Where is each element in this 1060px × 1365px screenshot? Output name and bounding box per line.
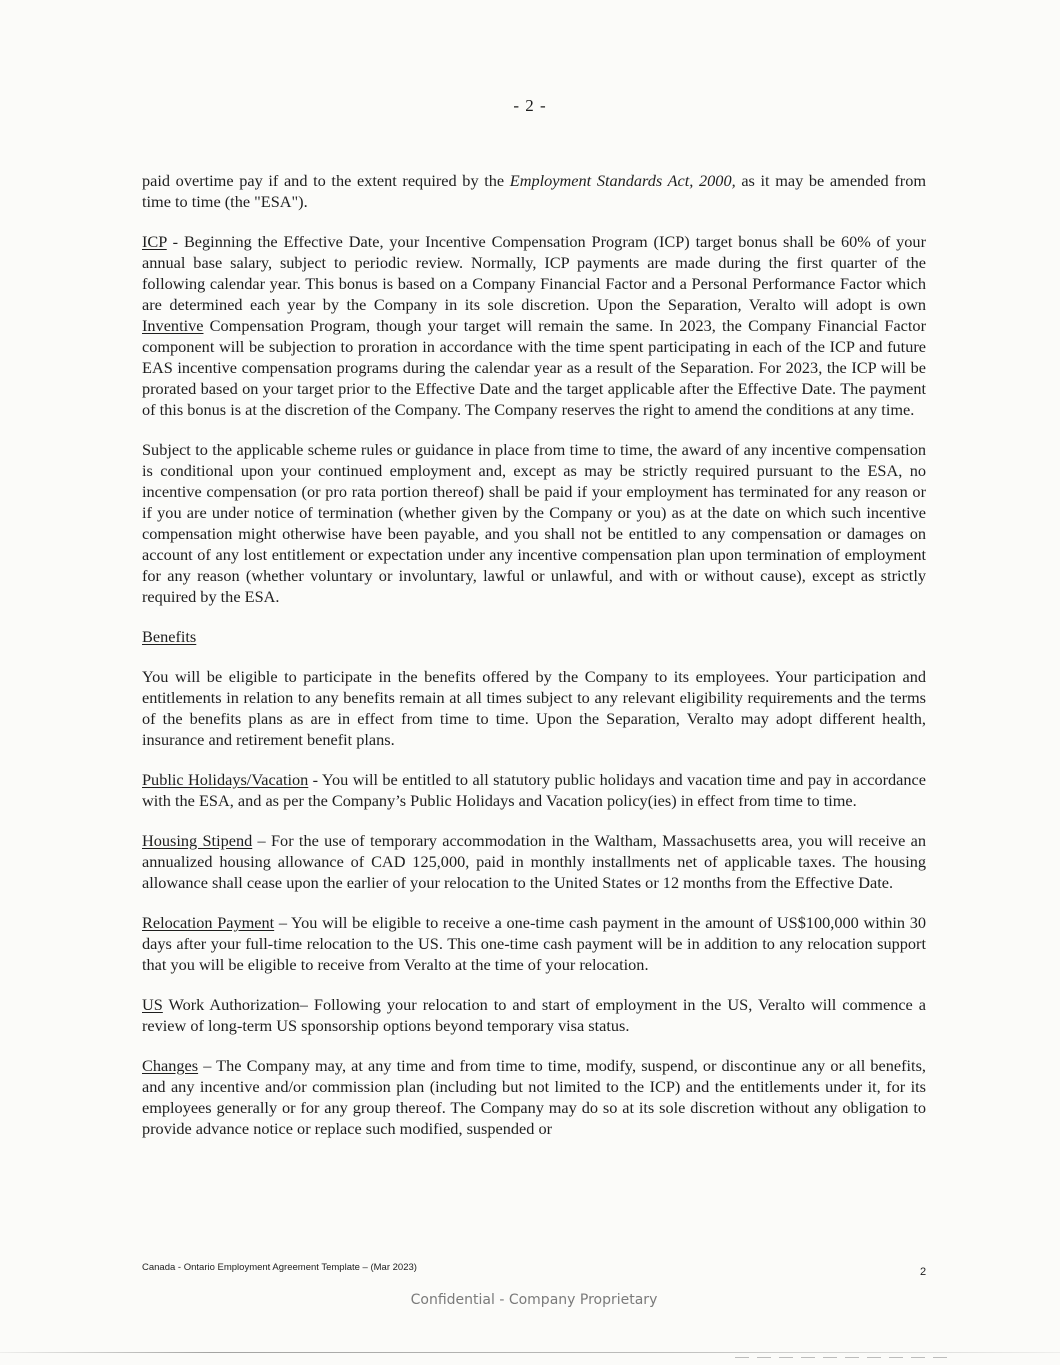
paragraph-benefits: You will be eligible to participate in the benefits offered by the Company to its employees. Your participation and entitlements in relation to any benefits remain at all times subject to any relevant eligibility requirements and the terms of the benefits plans as are in effect from time to time. Upon the Separation, Veralto may adopt different health, insurance and retirement benefit plans. [142,667,926,749]
paragraph-incentive-conditions: Subject to the applicable scheme rules or guidance in place from time to time, the award of any incentive compensation is conditional upon your continued employment and, except as may be strictly required pursuant to the ESA, no incentive compensation (or pro rata portion thereof) shall be paid if your employment has terminated for any reason or if you are under notice of termination (whether given by the Company or you) as at the date on which such incentive compensation might otherwise have been payable, and you shall not be entitled to any compensation or damages on account of any lost entitlement or expectation under any incentive compensation plan upon termination of employment for any reason (whether voluntary or involuntary, lawful or unlawful, and with or without cause), except as strictly required by the ESA. [142,440,926,606]
footer-page-number: 2 [920,1266,927,1278]
housing-heading: Housing Stipend [142,831,253,850]
relocation-heading: Relocation Payment [142,913,275,932]
changes-heading: Changes [142,1056,199,1075]
paragraph-relocation: Relocation Payment – You will be eligible to receive a one-time cash payment in the amount of US$100,000 within 30 days after your full-time relocation to the US. This one-time cash payment will be in addition to any relocation support that you will be eligible to receive from Veralto at the time of your relocation. [142,913,926,974]
act-name: Employment Standards Act, 2000, [509,171,736,190]
footer-template-name: Canada - Ontario Employment Agreement Template – (Mar 2023) [142,1262,417,1273]
paragraph-changes: Changes – The Company may, at any time and from time to time, modify, suspend, or discontinue any or all benefits, and any incentive and/or commission plan (including but not limited to the ICP) and the entitlements under it, for its employees generally or for any group thereof. The Company may do so at its sole discretion without any obligation to provide advance notice or replace such modified, suspended or [142,1056,926,1138]
scan-edge-line [0,1352,1060,1353]
document-body [142,170,926,1158]
paragraph-overtime: paid overtime pay if and to the extent required by the Employment Standards Act, 2000, as it may be amended from time to time (the "ESA"). [142,171,927,211]
paragraph-work-authorization: US Work Authorization– Following your relocation to and start of employment in the US, Veralto will commence a review of long-term US sponsorship options beyond temporary visa status. [142,995,926,1035]
holidays-heading: Public Holidays/Vacation [142,770,309,789]
paragraph-icp: ICP - Beginning the Effective Date, your Incentive Compensation Program (ICP) target bonus shall be 60% of your annual base salary, subject to periodic review. Normally, ICP payments are made during the first quarter of the following calendar year. This bonus is based on a Company Financial Factor and a Personal Performance Factor which are determined each year by the Company in its sole discretion. Upon the Separation, Veralto will adopt is own Inventive Compensation Program, though your target will remain the same. In 2023, the Company Financial Factor component will be subjection to proration in accordance with the time spent participating in each of the ICP and future EAS incentive compensation programs during the calendar year as a result of the Separation. For 2023, the ICP will be prorated based on your target prior to the Effective Date and the target applicable after the Effective Date. The payment of this bonus is at the discretion of the Company. The Company reserves the right to amend the conditions at any time. [142,232,926,419]
scan-edge-dash [735,1357,955,1358]
paragraph-housing: Housing Stipend – For the use of temporary accommodation in the Waltham, Massachusetts area, you will receive an annualized housing allowance of CAD 125,000, paid in monthly installments net of applicable taxes. The housing allowance shall cease upon the earlier of your relocation to the United States or 12 months from the Effective Date. [142,831,926,892]
confidential-label: Confidential - Company Proprietary [410,1292,658,1308]
paragraph-holidays: Public Holidays/Vacation - You will be entitled to all statutory public holidays and vacation time and pay in accordance with the ESA, and as per the Company’s Public Holidays and Vacation policy(ies) in effect from time to time. [142,770,926,810]
page-number-header: - 2 - [513,96,547,115]
benefits-heading: Benefits [142,627,197,646]
work-auth-heading: US [142,995,163,1014]
handwritten-correction: Inventive [142,316,204,335]
icp-heading: ICP [142,232,167,251]
